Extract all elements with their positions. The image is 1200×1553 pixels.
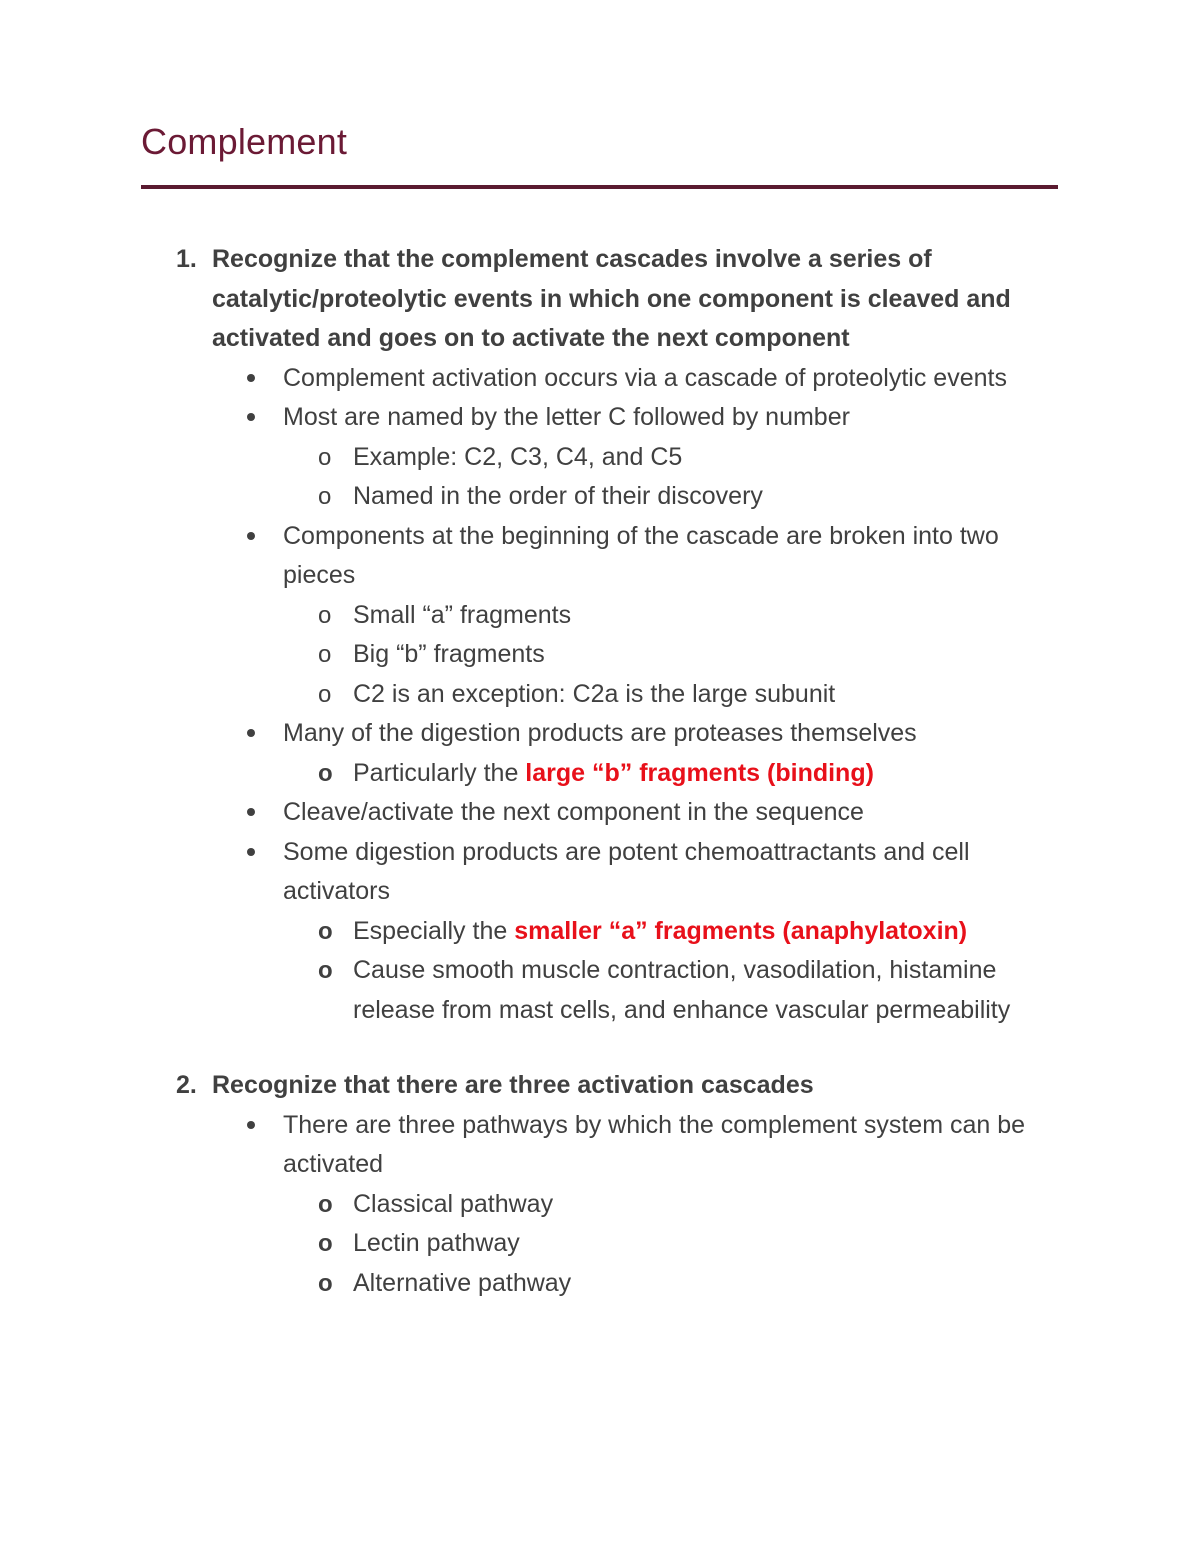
sub-bullet-text: Particularly the — [353, 758, 526, 787]
circle-bullet-icon: o — [318, 443, 332, 471]
bullet-icon — [247, 848, 255, 856]
sub-bullet-text: Cause smooth muscle contraction, vasodilation, histamine release from mast cells, and enhance vascular permeability — [353, 956, 1011, 1024]
list-item — [0, 359, 1068, 399]
section-heading — [0, 1066, 1058, 1106]
bullet-icon — [247, 1121, 255, 1129]
section-heading — [0, 240, 1058, 359]
bullet-icon — [247, 729, 255, 737]
sub-bullet-text: Big “b” fragments — [353, 640, 545, 668]
circle-bullet-icon: o — [318, 1230, 333, 1257]
bullet-icon — [247, 532, 255, 540]
sub-bullet-text: Named in the order of their discovery — [353, 482, 763, 510]
list-item — [0, 793, 1068, 833]
sub-bullet-text: Classical pathway — [353, 1189, 554, 1218]
sub-list-item — [0, 951, 1073, 1030]
circle-bullet-icon: o — [318, 917, 333, 945]
sub-bullet-text: C2 is an exception: C2a is the large subunit — [353, 679, 836, 708]
bullet-text: Cleave/activate the next component in the sequence — [283, 798, 864, 826]
sub-list-item — [0, 675, 1073, 715]
list-item — [0, 833, 1068, 912]
title-divider — [141, 185, 1058, 189]
sub-bullet-text: Especially the — [353, 916, 515, 945]
circle-bullet-icon: o — [318, 1269, 333, 1297]
bullet-text: Complement activation occurs via a cascade of proteolytic events — [283, 363, 1007, 392]
list-item — [0, 1106, 1068, 1185]
section-1 — [0, 240, 1200, 1030]
list-item — [0, 714, 1068, 754]
highlighted-text: smaller “a” fragments (anaphylatoxin) — [514, 916, 968, 945]
circle-bullet-icon: o — [318, 759, 333, 787]
sub-list-item — [0, 635, 1073, 675]
bullet-icon — [247, 808, 255, 816]
circle-bullet-icon: o — [318, 601, 332, 629]
sub-list-item — [0, 477, 1073, 517]
list-item — [0, 398, 1068, 438]
sub-bullet-text: Lectin pathway — [353, 1229, 520, 1257]
section-number: 1. — [176, 245, 197, 273]
circle-bullet-icon: o — [318, 483, 332, 510]
sub-list-item — [0, 1264, 1073, 1304]
section-number: 2. — [176, 1071, 197, 1099]
sub-bullet-text: Small “a” fragments — [353, 600, 572, 629]
page-title: Complement — [141, 121, 348, 162]
bullet-icon — [247, 413, 255, 421]
sub-list-item — [0, 912, 1073, 952]
highlighted-text: large “b” fragments (binding) — [525, 758, 874, 787]
bullet-text: Many of the digestion products are proteases themselves — [283, 719, 917, 747]
section-heading-text: Recognize that the complement cascades involve a series of catalytic/proteolytic events in which one component is cleaved and activated and goes on to activate the next component — [212, 245, 1011, 352]
circle-bullet-icon: o — [318, 680, 332, 708]
sub-list-item — [0, 1185, 1073, 1225]
sub-bullet-text: Example: C2, C3, C4, and C5 — [353, 442, 683, 471]
sub-bullet-text: Alternative pathway — [353, 1268, 572, 1297]
list-item — [0, 517, 1068, 596]
bullet-text: Most are named by the letter C followed by number — [283, 403, 850, 431]
bullet-icon — [247, 374, 255, 382]
circle-bullet-icon: o — [318, 1190, 333, 1218]
sub-list-item — [0, 596, 1073, 636]
section-heading-text: Recognize that there are three activation cascades — [212, 1071, 814, 1099]
circle-bullet-icon: o — [318, 957, 333, 984]
bullet-text: There are three pathways by which the complement system can be activated — [283, 1110, 1026, 1178]
document-body — [0, 240, 1200, 1303]
bullet-text: Components at the beginning of the cascade are broken into two pieces — [283, 521, 999, 589]
circle-bullet-icon: o — [318, 641, 332, 668]
section-2 — [0, 1066, 1200, 1303]
sub-list-item — [0, 438, 1073, 478]
bullet-text: Some digestion products are potent chemoattractants and cell activators — [283, 837, 970, 905]
sub-list-item — [0, 754, 1073, 794]
sub-list-item — [0, 1224, 1073, 1264]
